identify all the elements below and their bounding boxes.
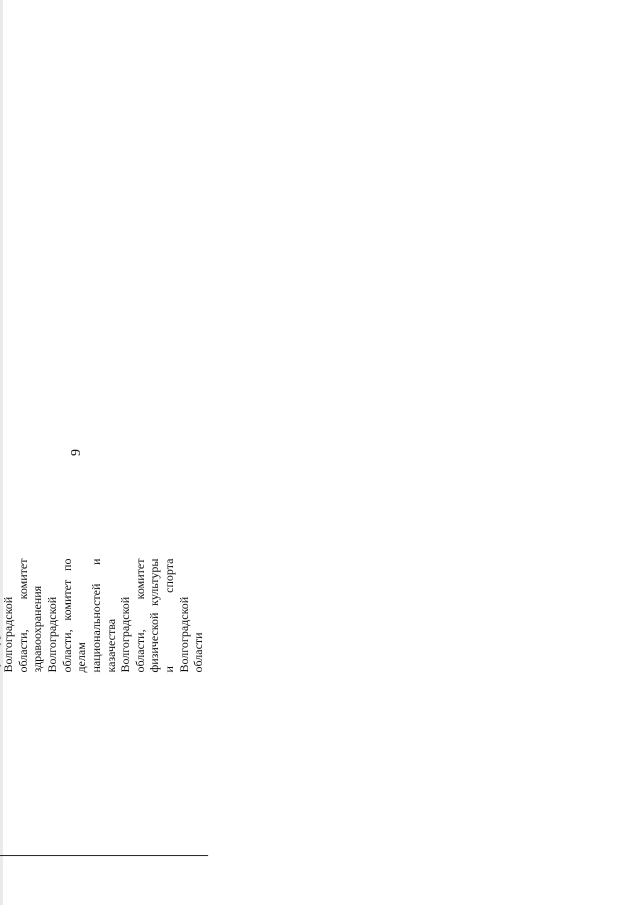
- cell-total: [0, 451, 208, 501]
- funding-table: [0, 45, 208, 856]
- page-number: 9: [69, 449, 84, 456]
- cell-local: [0, 293, 208, 343]
- cell-event-name: [0, 676, 208, 826]
- cell-responsible: Волгоградской области, комитет здравоохранения Волгоградской области, комитет по делам национальностей и казачества Волгоградской области, комитет физической культуры и спорта Волгоградской области: [0, 556, 208, 676]
- cell-federal: [0, 401, 208, 451]
- table-row: [0, 46, 208, 856]
- cell-extrabudget: [0, 241, 208, 293]
- cell-number: [0, 826, 208, 856]
- cell-year: [0, 501, 208, 556]
- cell-regional: [0, 343, 208, 401]
- cell-results: [0, 46, 208, 241]
